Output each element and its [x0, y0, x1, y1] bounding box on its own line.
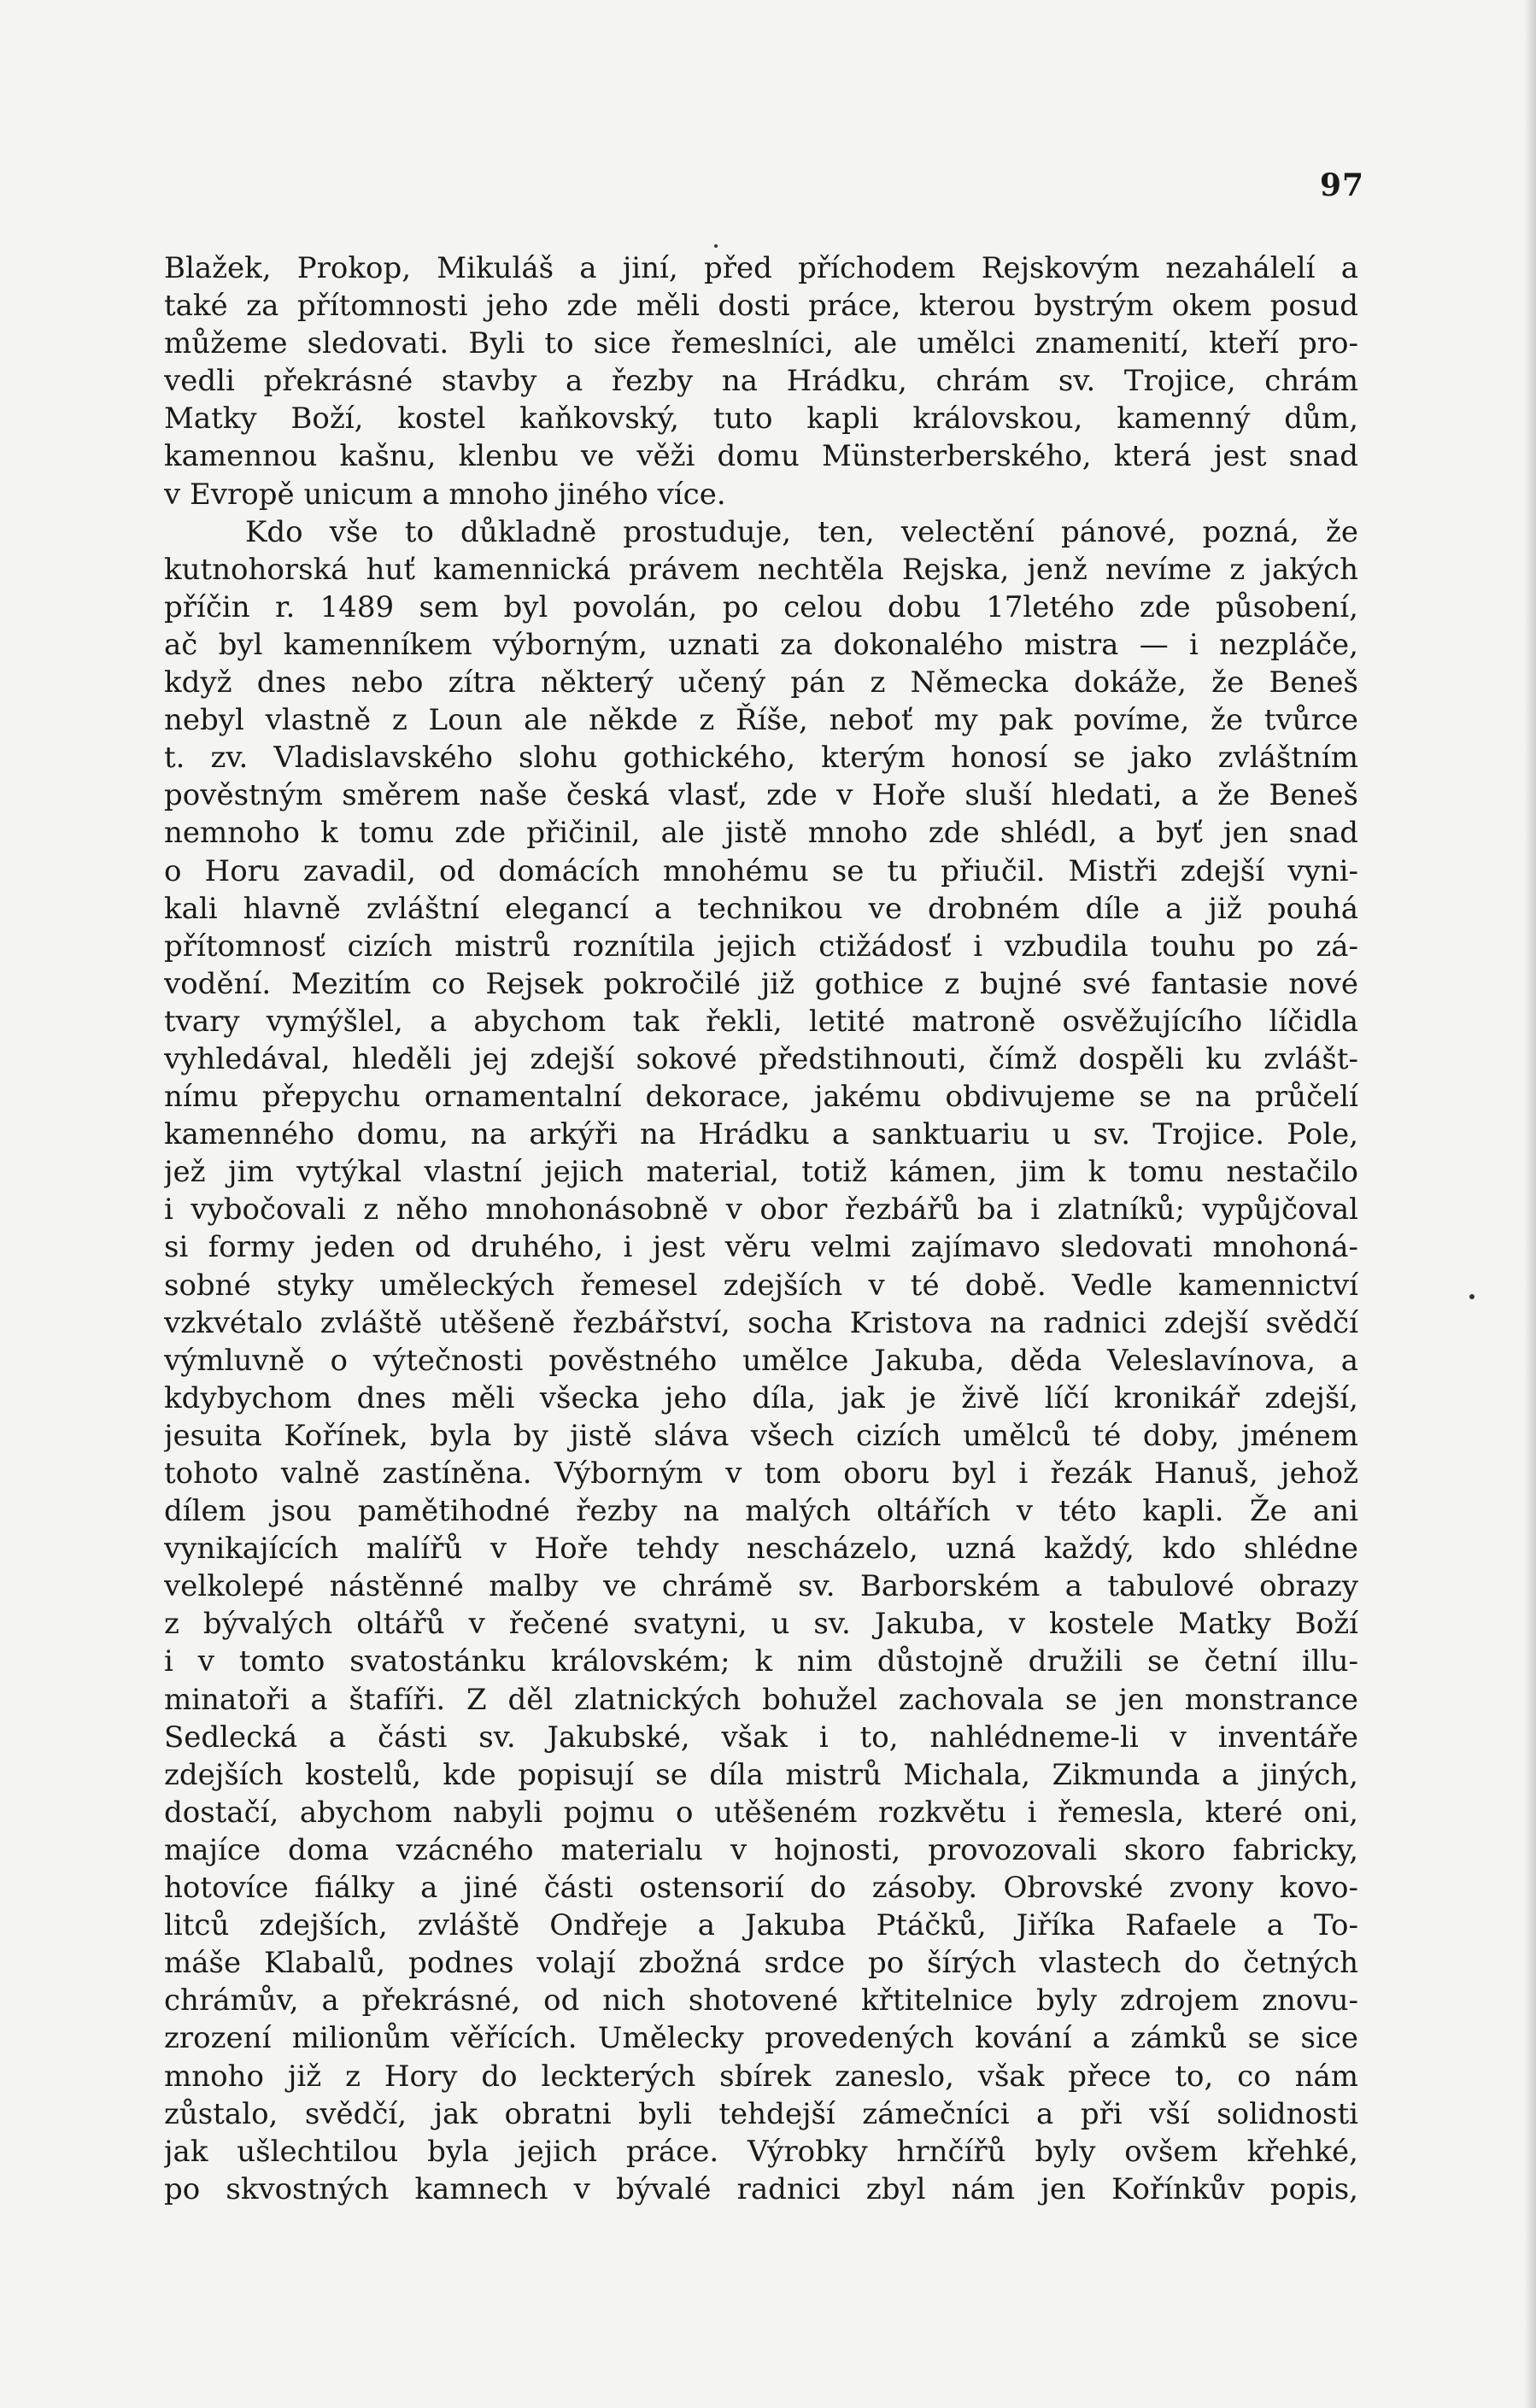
text-line: výmluvně o výtečnosti pověstného umělce Jakuba, děda Veleslavínova, a: [164, 1343, 1358, 1378]
page-edge-shadow: [1524, 0, 1536, 2408]
text-line: můžeme sledovati. Byli to sice řemeslníci, ale umělci znamenití, kteří pro-: [164, 326, 1358, 361]
print-speck: [714, 244, 718, 248]
text-line: z bývalých oltářů v řečené svatyni, u sv. Jakuba, v kostele Matky Boží: [164, 1607, 1358, 1642]
text-line: Matky Boží, kostel kaňkovský, tuto kapli královskou, kamenný dům,: [164, 401, 1358, 436]
text-line: jesuita Kořínek, byla by jistě sláva všech cizích umělců té doby, jménem: [164, 1418, 1358, 1453]
text-line: kdybychom dnes měli všecka jeho díla, jak je živě líčí kronikář zdejší,: [164, 1380, 1358, 1415]
text-line: příčin r. 1489 sem byl povolán, po celou dobu 17letého zde působení,: [164, 589, 1358, 624]
body-text: [164, 249, 1358, 2208]
page-number: 97: [1320, 167, 1365, 203]
text-line: přítomnosť cizích mistrů roznítila jejich ctižádosť i vzbudila touhu po zá-: [164, 929, 1358, 964]
text-line: kamennou kašnu, klenbu ve věži domu Münsterberského, která jest snad: [164, 439, 1358, 474]
text-line: když dnes nebo zítra některý učený pán z Německa dokáže, že Beneš: [164, 665, 1358, 700]
text-line: zrození milionům věřících. Umělecky provedených kování a zámků se sice: [164, 2021, 1358, 2056]
text-line: sobné styky uměleckých řemesel zdejších v té době. Vedle kamennictví: [164, 1268, 1358, 1303]
text-line: tohoto valně zastíněna. Výborným v tom oboru byl i řezák Hanuš, jehož: [164, 1456, 1358, 1491]
text-line: o Horu zavadil, od domácích mnohému se tu přiučil. Mistři zdejší vyni-: [164, 853, 1358, 888]
text-line: nebyl vlastně z Loun ale někde z Říše, neboť my pak povíme, že tvůrce: [164, 703, 1358, 738]
text-line: v Evropě unicum a mnoho jiného více.: [164, 477, 726, 512]
text-line: t. zv. Vladislavského slohu gothického, kterým honosí se jako zvláštním: [164, 741, 1358, 776]
text-line: také za přítomnosti jeho zde měli dosti práce, kterou bystrým okem posud: [164, 289, 1358, 324]
text-line: litců zdejších, zvláště Ondřeje a Jakuba Ptáčků, Jiříka Rafaele a To-: [164, 1908, 1358, 1943]
text-line: Kdo vše to důkladně prostuduje, ten, velectění pánové, pozná, že: [245, 514, 1358, 549]
text-line: kutnohorská huť kamennická právem nechtěla Rejska, jenž nevíme z jakých: [164, 552, 1358, 587]
text-line: zdejších kostelů, kde popisují se díla mistrů Michala, Zikmunda a jiných,: [164, 1757, 1358, 1792]
text-line: hotovíce fiálky a jiné části ostensorií do zásoby. Obrovské zvony kovo-: [164, 1871, 1358, 1906]
text-line: i v tomto svatostánku královském; k nim důstojně družili se četní illu-: [164, 1644, 1358, 1679]
text-line: chrámův, a překrásné, od nich shotovené křtitelnice byly zdrojem znovu-: [164, 1983, 1358, 2018]
text-line: nímu přepychu ornamentalní dekorace, jakému obdivujeme se na průčelí: [164, 1080, 1358, 1115]
text-line: i vybočovali z něho mnohonásobně v obor řezbářů ba i zlatníků; vypůjčoval: [164, 1192, 1358, 1227]
text-line: majíce doma vzácného materialu v hojnosti, provozovali skoro fabricky,: [164, 1832, 1358, 1867]
text-line: vzkvétalo zvláště utěšeně řezbářství, socha Kristova na radnici zdejší svědčí: [164, 1305, 1358, 1340]
paragraph-2: [164, 513, 1358, 2208]
text-line: vyhledával, hleděli jej zdejší sokové předstihnouti, čímž dospěli ku zvlášt-: [164, 1041, 1358, 1076]
text-line: vedli překrásné stavby a řezby na Hrádku, chrám sv. Trojice, chrám: [164, 364, 1358, 399]
text-line: Sedlecká a části sv. Jakubské, však i to, nahlédneme-li v inventáře: [164, 1720, 1358, 1755]
text-line: vodění. Mezitím co Rejsek pokročilé již gothice z bujné své fantasie nové: [164, 966, 1358, 1001]
text-line: vynikajících malířů v Hoře tehdy nescházelo, uzná každý, kdo shlédne: [164, 1532, 1358, 1567]
text-line: pověstným směrem naše česká vlasť, zde v Hoře sluší hledati, a že Beneš: [164, 778, 1358, 813]
text-line: velkolepé nástěnné malby ve chrámě sv. Barborském a tabulové obrazy: [164, 1569, 1358, 1604]
paragraph-1: [164, 249, 1358, 513]
text-line: mnoho již z Hory do leckterých sbírek zaneslo, však přece to, co nám: [164, 2059, 1358, 2094]
text-line: minatoři a štafíři. Z děl zlatnických bohužel zachovala se jen monstrance: [164, 1682, 1358, 1717]
text-line: po skvostných kamnech v bývalé radnici zbyl nám jen Kořínkův popis,: [164, 2171, 1358, 2206]
text-line: nemnoho k tomu zde přičinil, ale jistě mnoho zde shlédl, a byť jen snad: [164, 816, 1358, 851]
text-line: máše Klabalů, podnes volají zbožná srdce po šírých vlastech do četných: [164, 1946, 1358, 1981]
text-line: kali hlavně zvláštní elegancí a technikou ve drobném díle a již pouhá: [164, 891, 1358, 926]
text-line: jež jim vytýkal vlastní jejich material, totiž kámen, jim k tomu nestačilo: [164, 1155, 1358, 1190]
text-line: tvary vymýšlel, a abychom tak řekli, letité matroně osvěžujícího líčidla: [164, 1004, 1358, 1039]
text-line: si formy jeden od druhého, i jest věru velmi zajímavo sledovati mnohoná-: [164, 1230, 1358, 1265]
text-line: dílem jsou pamětihodné řezby na malých oltářích v této kapli. Že ani: [164, 1494, 1358, 1529]
text-line: jak ušlechtilou byla jejich práce. Výrobky hrnčířů byly ovšem křehké,: [164, 2134, 1358, 2169]
print-speck: [1469, 1294, 1474, 1299]
text-line: kamenného domu, na arkýři na Hrádku a sanktuariu u sv. Trojice. Pole,: [164, 1117, 1358, 1152]
text-line: Blažek, Prokop, Mikuláš a jiní, před příchodem Rejskovým nezahálelí a: [164, 251, 1358, 285]
text-line: dostačí, abychom nabyli pojmu o utěšeném rozkvětu i řemesla, které oni,: [164, 1795, 1358, 1830]
text-line: zůstalo, svědčí, jak obratni byli tehdejší zámečníci a při vší solidnosti: [164, 2096, 1358, 2131]
text-line: ač byl kamenníkem výborným, uznati za dokonalého mistra — i nezpláče,: [164, 627, 1358, 662]
